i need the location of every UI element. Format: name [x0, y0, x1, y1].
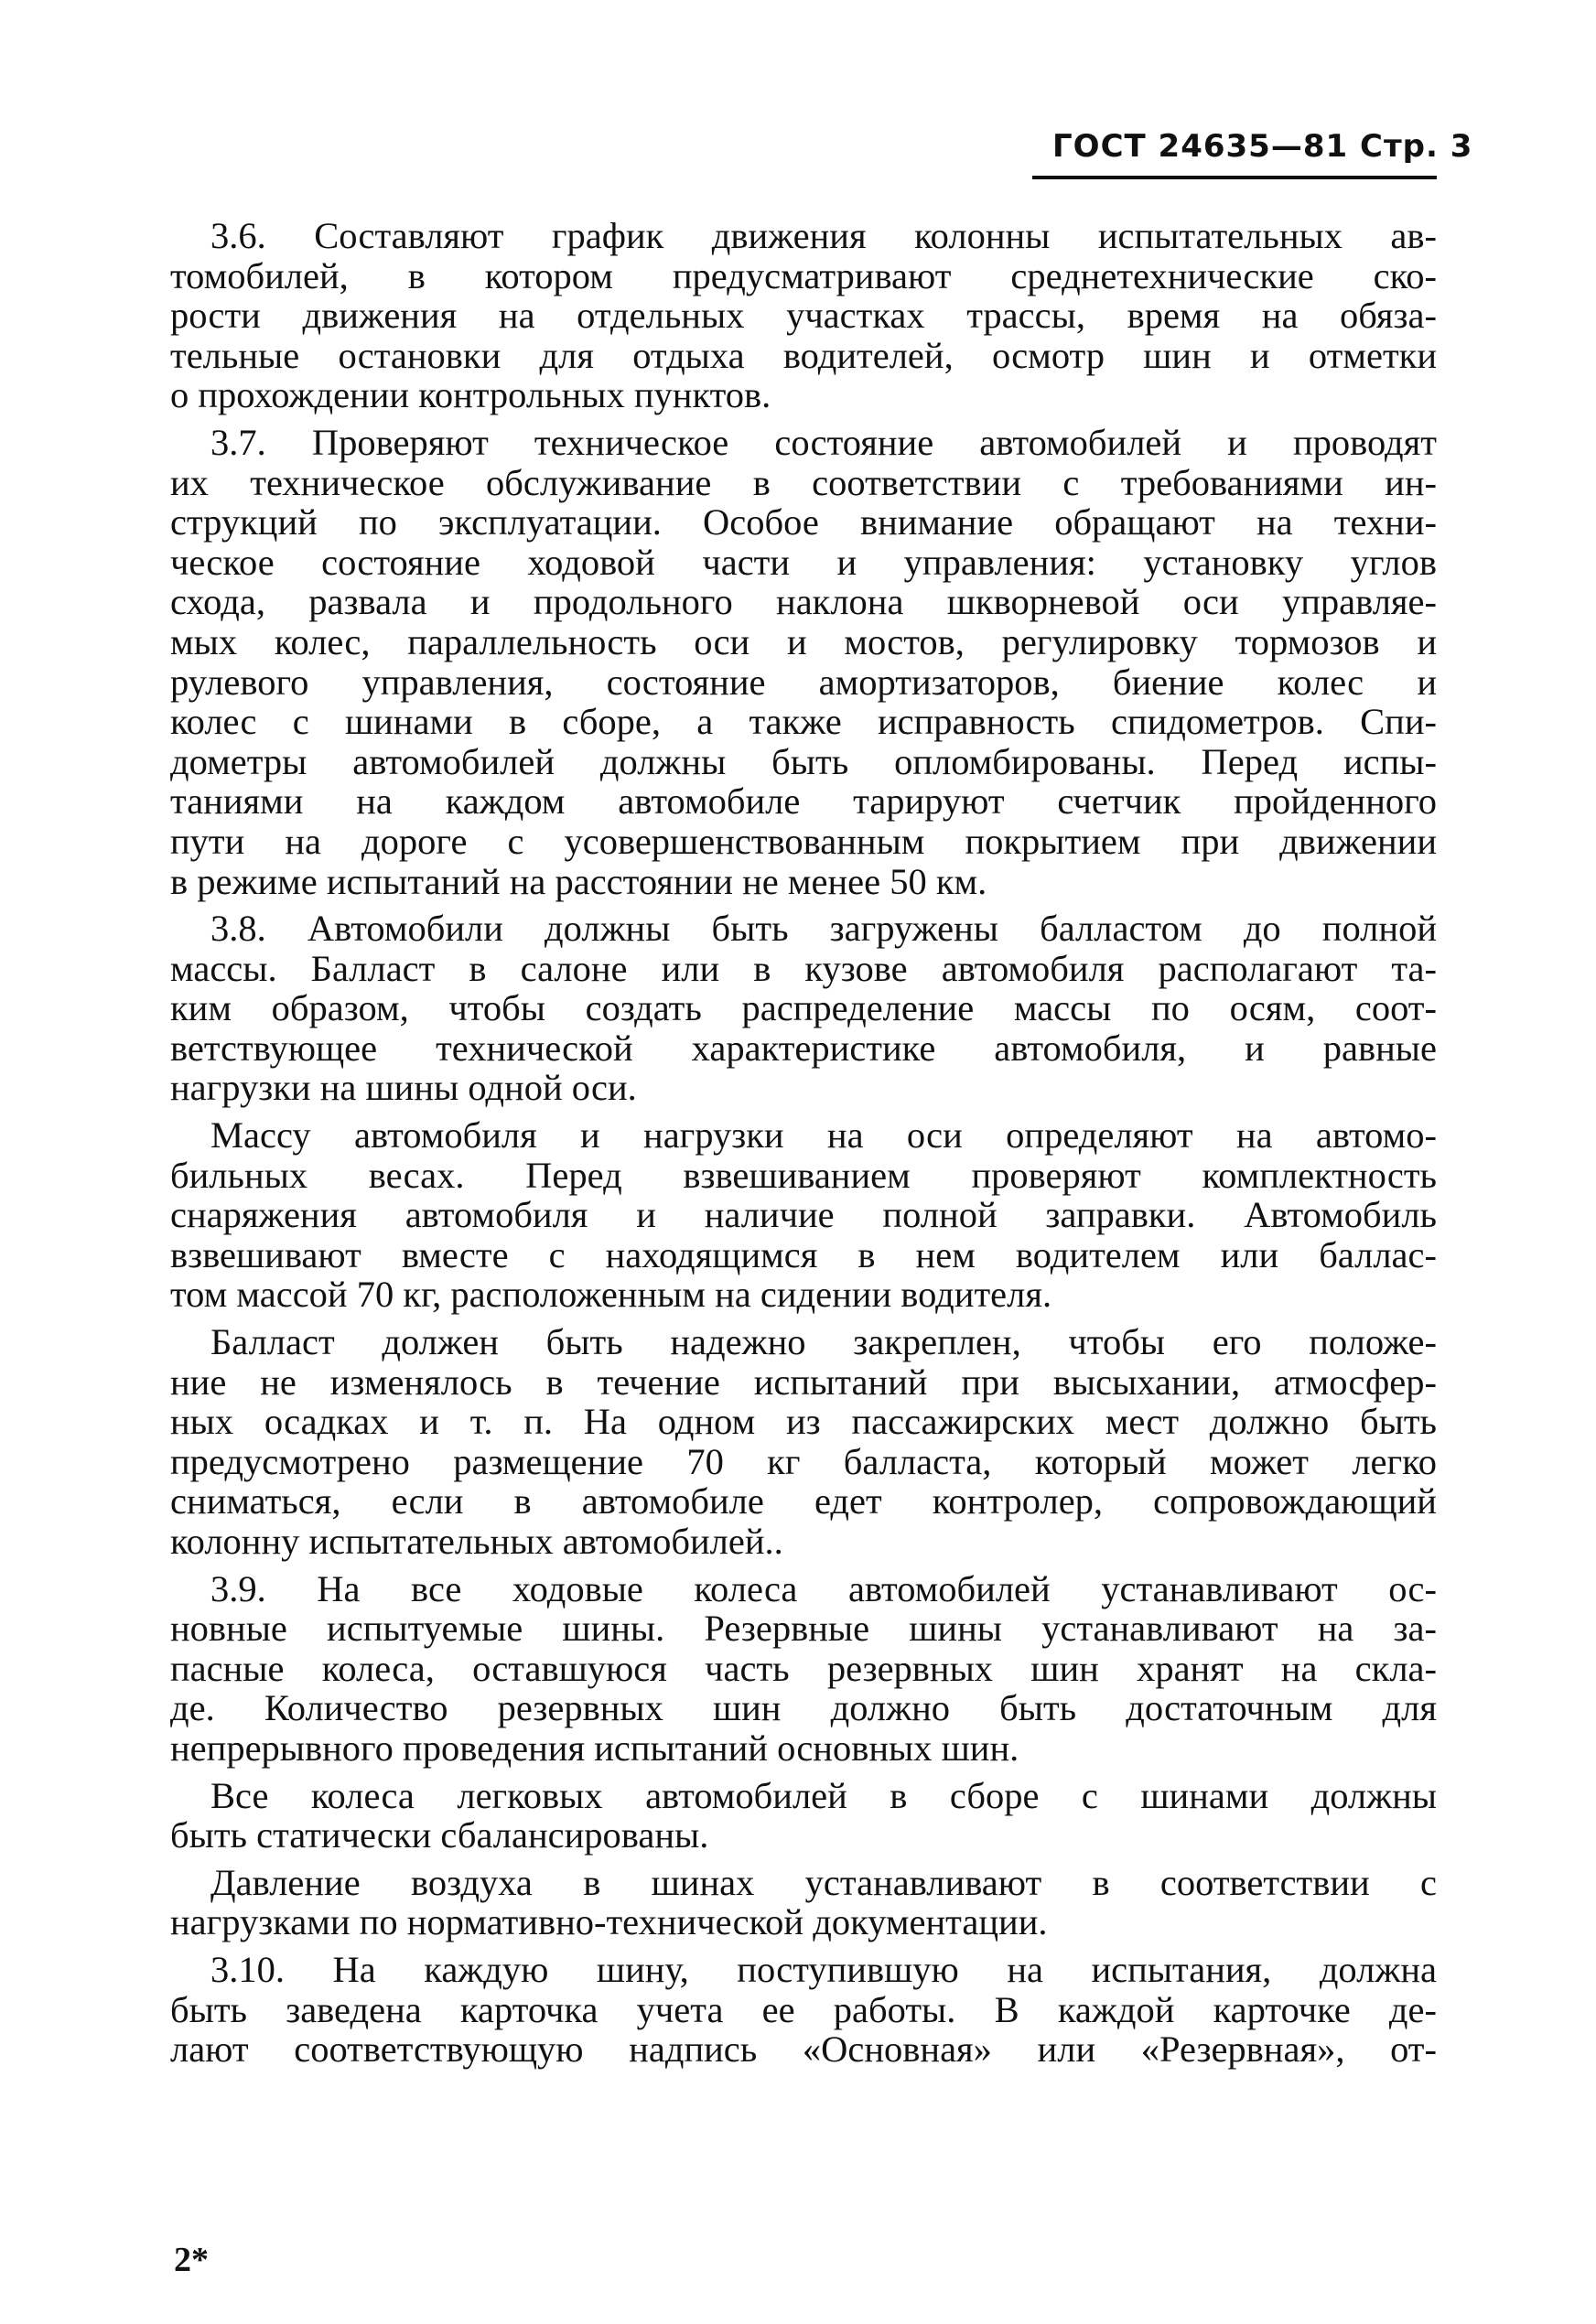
text-line: ким образом, чтобы создать распределение массы по осям, соот- — [170, 987, 1437, 1029]
text-line: взвешивают вместе с находящимся в нем водителем или баллас- — [170, 1233, 1437, 1275]
header-rule — [1032, 176, 1437, 179]
paragraph-3-6 — [170, 216, 1437, 415]
text-line: Массу автомобиля и нагрузки на оси определяют на автомо- — [210, 1114, 1437, 1157]
text-line: ние не изменялось в течение испытаний при высыхании, атмосфер- — [170, 1361, 1437, 1403]
text-line: пасные колеса, оставшуюся часть резервных шин хранят на скла- — [170, 1647, 1437, 1689]
paragraph-3-10 — [170, 1950, 1437, 2070]
text-line: быть заведена карточка учета ее работы. В каждой карточке де- — [170, 1988, 1437, 2030]
text-line: де. Количество резервных шин должно быть достаточным для — [170, 1687, 1437, 1729]
text-line: 3.6. Составляют график движения колонны испытательных ав- — [210, 215, 1437, 256]
text-line: томобилей, в котором предусматривают среднетехнические ско- — [170, 254, 1437, 296]
paragraph-mass — [170, 1115, 1437, 1315]
text-line: Давление воздуха в шинах устанавливают в соответствии с — [210, 1861, 1437, 1903]
text-line: массы. Балласт в салоне или в кузове автомобиля располагают та- — [170, 947, 1437, 989]
text-line: в режиме испытаний на расстоянии не менее 50 км. — [170, 860, 987, 902]
page-header: ГОСТ 24635—81 Стр. 3 — [1052, 128, 1473, 165]
paragraph-3-9 — [170, 1569, 1437, 1769]
text-line: новные испытуемые шины. Резервные шины устанавливают на за- — [170, 1608, 1437, 1650]
text-line: дометры автомобилей должны быть опломбированы. Перед испы- — [170, 740, 1437, 782]
text-line: схода, развала и продольного наклона шкворневой оси управляе- — [170, 581, 1437, 623]
paragraph-3-8 — [170, 909, 1437, 1108]
text-line: рулевого управления, состояние амортизаторов, биение колес и — [170, 661, 1437, 703]
text-line: таниями на каждом автомобиле тарируют счетчик пройденного — [170, 780, 1437, 823]
text-line: 3.10. На каждую шину, поступившую на испытания, должна — [210, 1948, 1437, 1990]
paragraph-wheels — [170, 1776, 1437, 1856]
paragraph-3-7 — [170, 423, 1437, 901]
text-line: Балласт должен быть надежно закреплен, чтобы его положе- — [210, 1321, 1437, 1363]
text-line: лают соответствующую надпись «Основная» или «Резервная», от- — [170, 2028, 1437, 2071]
text-line: нагрузки на шины одной оси. — [170, 1067, 637, 1109]
text-line: Все колеса легковых автомобилей в сборе с шинами должны — [210, 1774, 1437, 1816]
text-line: бильных весах. Перед взвешиванием проверяют комплектность — [170, 1154, 1437, 1196]
text-line: предусмотрено размещение 70 кг балласта, который может легко — [170, 1440, 1437, 1482]
text-line: ветствующее технической характеристике автомобиля, и равные — [170, 1027, 1437, 1069]
text-line: быть статически сбалансированы. — [170, 1814, 709, 1856]
text-line: ных осадках и т. п. На одном из пассажирских мест должно быть — [170, 1401, 1437, 1443]
text-line: о прохождении контрольных пунктов. — [170, 374, 771, 416]
text-line: колес с шинами в сборе, а также исправность спидометров. Спи- — [170, 701, 1437, 743]
text-line: сниматься, если в автомобиле едет контролер, сопровождающий — [170, 1480, 1437, 1522]
text-line: пути на дороге с усовершенствованным покрытием при движении — [170, 820, 1437, 862]
text-line: том массой 70 кг, расположенным на сидении водителя. — [170, 1274, 1052, 1316]
text-line: тельные остановки для отдыха водителей, осмотр шин и отметки — [170, 334, 1437, 376]
text-line: мых колес, параллельность оси и мостов, регулировку тормозов и — [170, 620, 1437, 662]
text-line: их техническое обслуживание в соответствии с требованиями ин- — [170, 461, 1437, 503]
text-line: 3.9. На все ходовые колеса автомобилей устанавливают ос- — [210, 1567, 1437, 1609]
paragraph-pressure — [170, 1863, 1437, 1942]
text-line: нагрузками по нормативно-технической документации. — [170, 1901, 1048, 1943]
text-line: струкций по эксплуатации. Особое внимание обращают на техни- — [170, 501, 1437, 543]
paragraph-ballast — [170, 1322, 1437, 1562]
text-line: снаряжения автомобиля и наличие полной заправки. Автомобиль — [170, 1194, 1437, 1236]
text-line: непрерывного проведения испытаний основных шин. — [170, 1727, 1019, 1769]
text-line: 3.7. Проверяют техническое состояние автомобилей и проводят — [210, 421, 1437, 463]
text-line: рости движения на отдельных участках трассы, время на обяза- — [170, 295, 1437, 337]
signature-mark: 2* — [174, 2241, 209, 2279]
text-line: ческое состояние ходовой части и управления: установку углов — [170, 541, 1437, 583]
document-body — [170, 216, 1437, 2077]
text-line: колонну испытательных автомобилей.. — [170, 1521, 783, 1562]
text-line: 3.8. Автомобили должны быть загружены балластом до полной — [210, 908, 1437, 950]
